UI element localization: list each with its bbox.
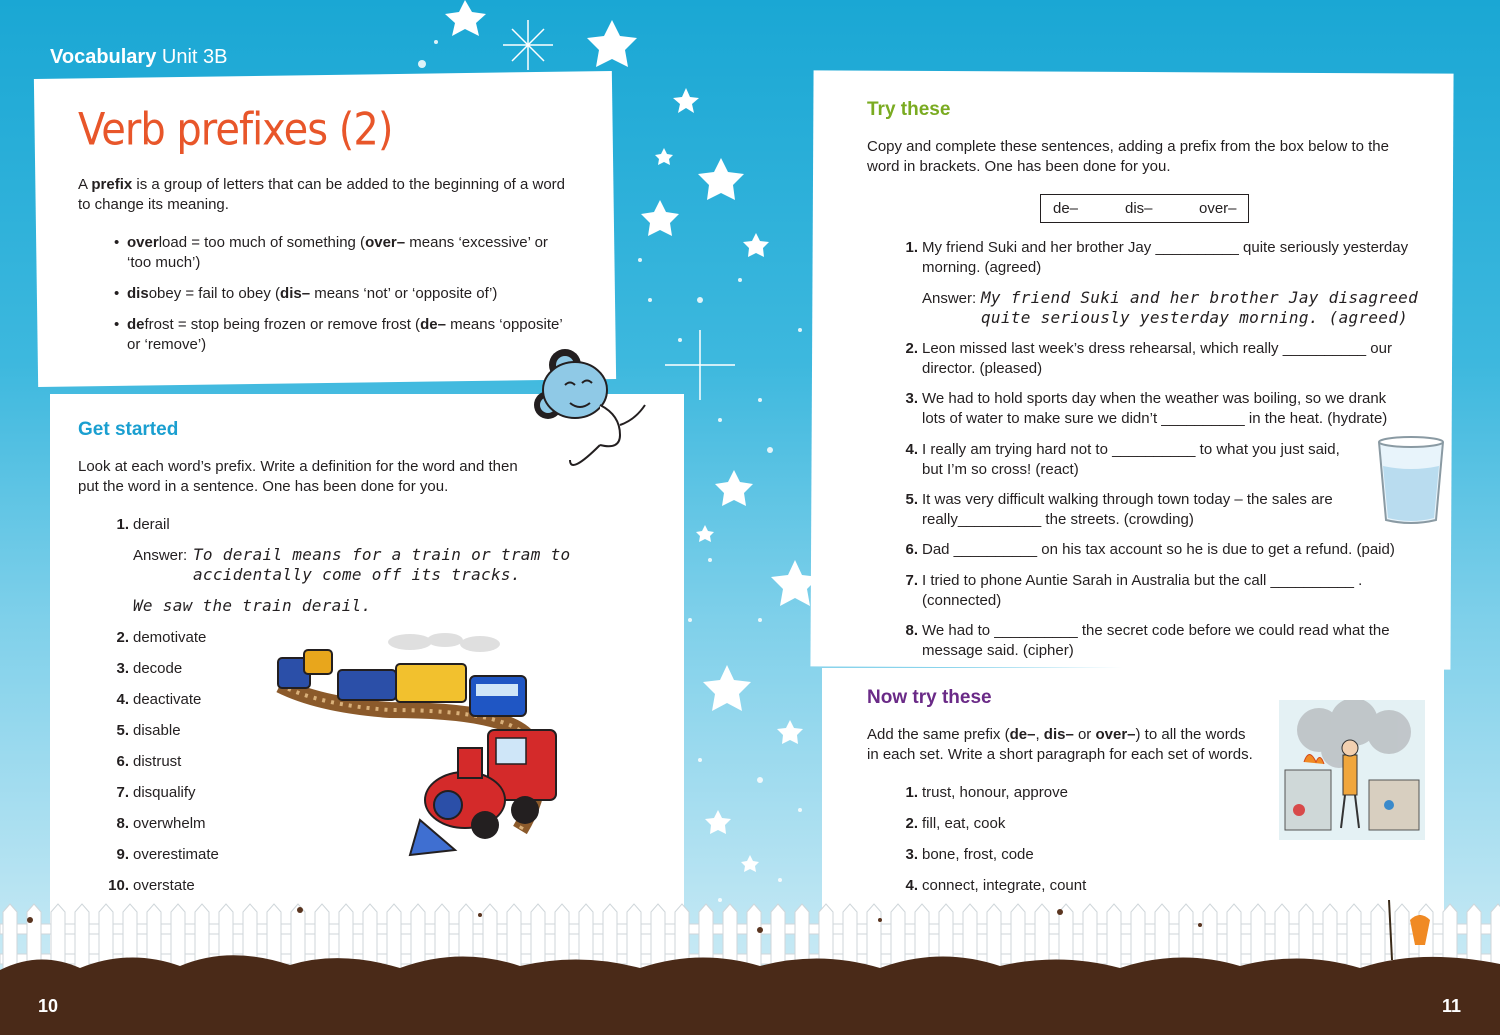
item-number: 1.: [905, 784, 918, 801]
try-these-instructions: [867, 137, 1389, 176]
now-try-heading: Now try these: [867, 687, 992, 708]
example-text: frost = stop being frozen or remove frost (: [144, 316, 421, 333]
instruction-text: or: [1073, 726, 1096, 743]
item-word: demotivate: [133, 629, 207, 646]
example-text: or ‘remove’): [127, 335, 207, 353]
fence-picket: [627, 904, 641, 975]
fence-picket: [1347, 904, 1361, 975]
prefix-option: over–: [1199, 200, 1237, 217]
sentence-item: [905, 440, 1340, 479]
intro-text-a: A: [78, 176, 92, 193]
train-illustration: [270, 630, 570, 865]
item-number: 6.: [905, 541, 918, 558]
list-item: [116, 515, 170, 535]
now-try-instructions: [867, 725, 1253, 764]
word-set-text: bone, frost, code: [922, 846, 1034, 863]
fence-picket: [75, 904, 89, 975]
example-text: ‘too much’): [127, 253, 201, 271]
sentence-item: [905, 238, 1409, 277]
item-word: overestimate: [133, 846, 219, 863]
get-started-instructions: [78, 457, 518, 496]
sentence-item: [905, 339, 1392, 378]
sentence-text: I tried to phone Auntie Sarah in Australia but the call __________ .: [922, 572, 1363, 589]
item-word: overstate: [133, 877, 195, 894]
item-word: deactivate: [133, 691, 202, 708]
example-item: [127, 315, 563, 354]
sentence-text: My friend Suki and her brother Jay __________ quite seriously yesterday: [922, 239, 1409, 256]
example-bold: over: [127, 234, 159, 251]
item-number: 10.: [108, 877, 129, 894]
sentence-item: [905, 389, 1388, 428]
instruction-line: put the word in a sentence. One has been done for you.: [78, 477, 449, 495]
instruction-text: ) to all the words: [1135, 726, 1246, 743]
list-item: [116, 783, 196, 803]
item-word: disqualify: [133, 784, 196, 801]
example-item: [127, 233, 548, 272]
example-text: means ‘excessive’ or: [405, 234, 548, 251]
intro-prefix-word: prefix: [91, 176, 133, 193]
prefix-bold: dis–: [1043, 726, 1074, 743]
sentence-text: We had to __________ the secret code before we could read what the: [922, 622, 1390, 639]
sentence-text: but I’m so cross! (react): [922, 460, 1079, 478]
prefix-box: [1040, 194, 1249, 223]
intro-text-b: is a group of letters that can be added to the beginning of a word: [132, 176, 566, 193]
item-number: 2.: [905, 815, 918, 832]
word-set-text: trust, honour, approve: [922, 784, 1068, 801]
word-set-text: connect, integrate, count: [922, 877, 1087, 894]
word-set-item: [905, 814, 1006, 834]
mouse-illustration: [530, 345, 680, 480]
fence-picket: [867, 904, 881, 975]
example-bold: over–: [365, 234, 406, 251]
item-word: overwhelm: [133, 815, 206, 832]
item-word: decode: [133, 660, 183, 677]
list-item: [108, 876, 195, 896]
sentence-text: morning. (agreed): [922, 258, 1042, 276]
answer-label: Answer:: [133, 547, 188, 564]
item-number: 8.: [905, 622, 918, 639]
sentence-text: message said. (cipher): [922, 641, 1074, 659]
prefix-option: de–: [1053, 200, 1079, 217]
instruction-line: Look at each word’s prefix. Write a definition for the word and then: [78, 458, 518, 475]
list-item: [116, 752, 182, 772]
fence-picket: [1107, 904, 1121, 975]
word-set-item: [905, 876, 1087, 896]
example-item: [127, 284, 497, 304]
example-text: load = too much of something (: [158, 234, 366, 251]
water-glass-illustration: [1376, 436, 1446, 526]
prefix-option: dis–: [1125, 200, 1153, 217]
sentence-text: Leon missed last week’s dress rehearsal, which really __________ our: [922, 340, 1392, 357]
item-number: 2.: [116, 629, 129, 646]
item-number: 5.: [116, 722, 129, 739]
sentence-text: I really am trying hard not to __________ to what you just said,: [922, 441, 1340, 458]
answer-sentence: We saw the train derail.: [133, 596, 372, 615]
instruction-line: Copy and complete these sentences, adding a prefix from the box below to the: [867, 138, 1389, 155]
example-bold: dis–: [280, 285, 311, 302]
sentence-item: [905, 490, 1333, 529]
list-item: [116, 690, 202, 710]
answer-text: quite seriously yesterday morning. (agreed): [981, 308, 1409, 327]
answer-text: To derail means for a train or tram to: [193, 545, 571, 564]
item-number: 6.: [116, 753, 129, 770]
item-number: 7.: [905, 572, 918, 589]
unit-header: [50, 46, 228, 69]
answer-text: accidentally come off its tracks.: [193, 565, 521, 584]
word-set-item: [905, 783, 1068, 803]
example-text: obey = fail to obey (: [148, 285, 281, 302]
item-number: 3.: [905, 846, 918, 863]
example-text: means ‘opposite’: [445, 316, 563, 333]
item-number: 5.: [905, 491, 918, 508]
instruction-line: in each set. Write a short paragraph for each set of words.: [867, 745, 1253, 763]
item-number: 2.: [905, 340, 918, 357]
item-number: 3.: [116, 660, 129, 677]
instruction-text: Add the same prefix (: [867, 726, 1010, 743]
sentence-text: Dad __________ on his tax account so he is due to get a refund. (paid): [922, 541, 1395, 558]
page-title: Verb prefixes (2): [78, 104, 393, 156]
sentence-text: director. (pleased): [922, 359, 1043, 377]
answer-text: My friend Suki and her brother Jay disagreed: [981, 288, 1419, 307]
intro-text: [78, 175, 565, 214]
kitchen-chaos-illustration: [1279, 700, 1425, 840]
answer-label: Answer:: [922, 290, 977, 307]
item-number: 4.: [905, 441, 918, 458]
fence-picket: [387, 904, 401, 975]
fence-soil-decoration: [0, 900, 1500, 1035]
page-number-left: 10: [38, 996, 59, 1016]
example-text: means ‘not’ or ‘opposite of’): [310, 285, 498, 302]
page-number-right: 11: [1442, 996, 1462, 1016]
word-set-item: [905, 845, 1034, 865]
sentence-item: [905, 621, 1390, 660]
example-bold: dis: [127, 285, 149, 302]
item-number: 7.: [116, 784, 129, 801]
sentence-text: really__________ the streets. (crowding): [922, 510, 1194, 528]
item-number: 3.: [905, 390, 918, 407]
sentence-item: [905, 571, 1363, 610]
instruction-line: word in brackets. One has been done for you.: [867, 157, 1171, 175]
sentence-text: lots of water to make sure we didn’t __________ in the heat. (hydrate): [922, 409, 1388, 427]
list-item: [116, 659, 183, 679]
sentence-text: (connected): [922, 591, 1002, 609]
item-number: 9.: [116, 846, 129, 863]
prefix-bold: de–: [1009, 726, 1036, 743]
instruction-text: ,: [1035, 726, 1044, 743]
try-these-heading: Try these: [867, 99, 951, 120]
unit-label: Unit 3B: [161, 46, 228, 68]
intro-text-c: to change its meaning.: [78, 195, 229, 213]
list-item: [116, 721, 181, 741]
item-word: derail: [133, 516, 170, 533]
word-set-text: fill, eat, cook: [922, 815, 1006, 832]
example-bold: de–: [420, 316, 446, 333]
item-number: 1.: [116, 516, 129, 533]
item-number: 1.: [905, 239, 918, 256]
get-started-heading: Get started: [78, 419, 179, 440]
section-label: Vocabulary: [50, 46, 157, 68]
item-number: 4.: [905, 877, 918, 894]
item-number: 8.: [116, 815, 129, 832]
list-item: [116, 845, 219, 865]
example-bold: de: [127, 316, 145, 333]
list-item: [116, 628, 207, 648]
list-item: [116, 814, 206, 834]
item-word: disable: [133, 722, 181, 739]
sentence-text: It was very difficult walking through town today – the sales are: [922, 491, 1333, 508]
item-word: distrust: [133, 753, 182, 770]
prefix-bold: over–: [1095, 726, 1136, 743]
sentence-text: We had to hold sports day when the weather was boiling, so we drank: [922, 390, 1387, 407]
item-number: 4.: [116, 691, 129, 708]
sentence-item: [905, 540, 1395, 560]
